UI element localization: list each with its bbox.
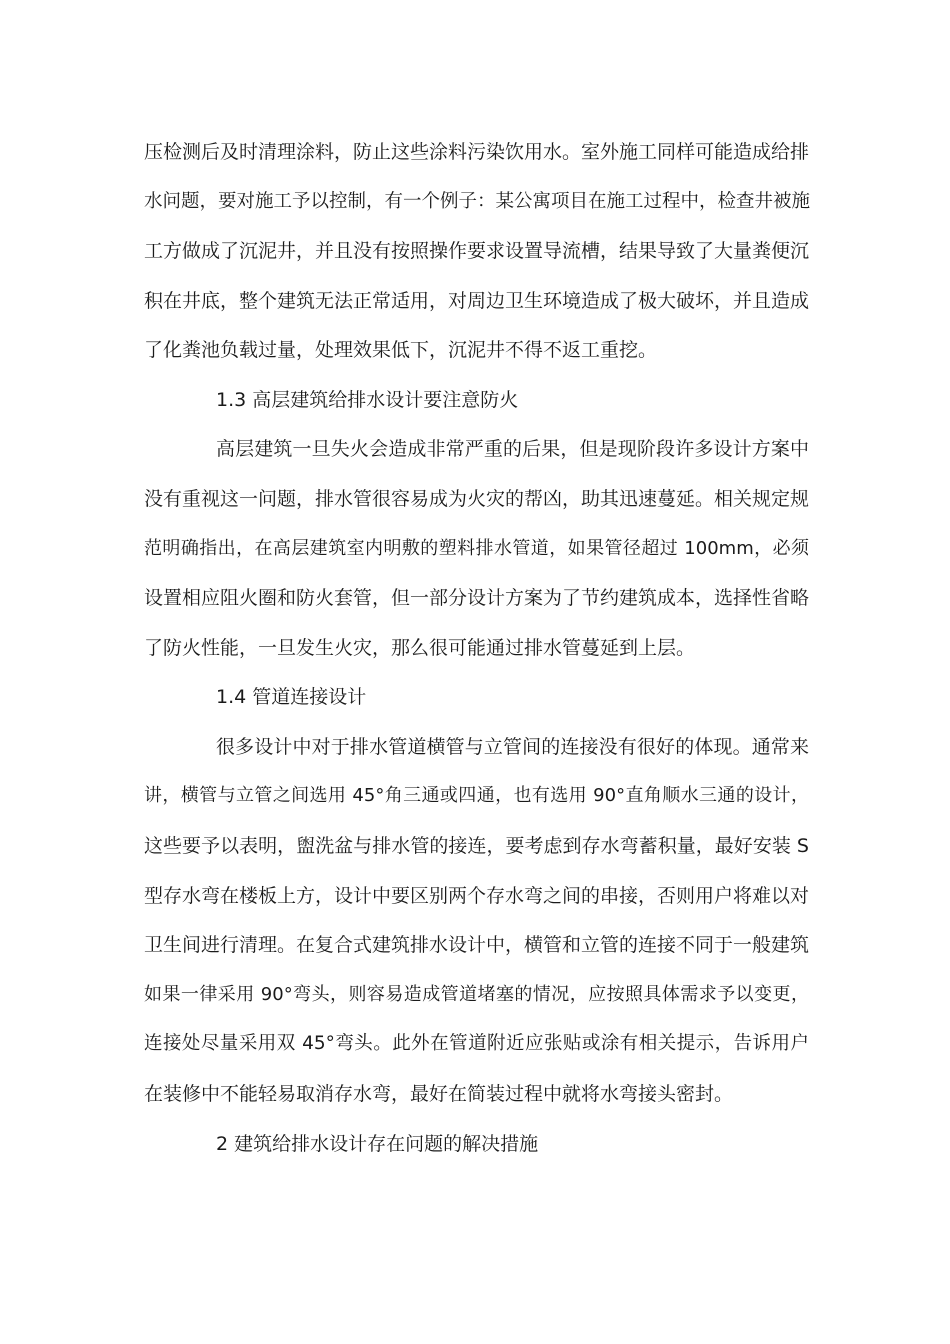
text-line: 压检测后及时清理涂料，防止这些涂料污染饮用水。室外施工同样可能造成给排 (144, 141, 810, 163)
section-heading: 1.4 管道连接设计 (216, 686, 367, 708)
text-line: 很多设计中对于排水管道横管与立管间的连接没有很好的体现。通常来 (216, 736, 809, 758)
text-line: 积在井底，整个建筑无法正常适用，对周边卫生环境造成了极大破坏，并且造成 (144, 290, 810, 312)
text-line: 了化粪池负载过量，处理效果低下，沉泥井不得不返工重挖。 (144, 339, 658, 361)
text-line: 高层建筑一旦失火会造成非常严重的后果，但是现阶段许多设计方案中 (216, 438, 809, 460)
text-line: 讲，横管与立管之间选用 45°角三通或四通，也有选用 90°直角顺水三通的设计， (144, 785, 809, 806)
section-heading: 1.3 高层建筑给排水设计要注意防火 (216, 389, 519, 411)
text-line: 没有重视这一问题，排水管很容易成为火灾的帮凶，助其迅速蔓延。相关规定规 (144, 488, 810, 510)
text-line: 范明确指出，在高层建筑室内明敷的塑料排水管道，如果管径超过 100mm，必须 (144, 538, 809, 559)
text-line: 了防火性能，一旦发生火灾，那么很可能通过排水管蔓延到上层。 (144, 637, 696, 659)
text-line: 如果一律采用 90°弯头，则容易造成管道堵塞的情况，应按照具体需求予以变更， (144, 984, 809, 1005)
text-line: 在装修中不能轻易取消存水弯，最好在简装过程中就将水弯接头密封。 (144, 1083, 734, 1105)
text-line: 卫生间进行清理。在复合式建筑排水设计中，横管和立管的连接不同于一般建筑 (144, 934, 810, 956)
text-line: 连接处尽量采用双 45°弯头。此外在管道附近应张贴或涂有相关提示，告诉用户 (144, 1033, 809, 1054)
section-heading: 2 建筑给排水设计存在问题的解决措施 (216, 1133, 539, 1155)
text-line: 工方做成了沉泥井，并且没有按照操作要求设置导流槽，结果导致了大量粪便沉 (144, 240, 810, 262)
text-line: 这些要予以表明，盥洗盆与排水管的接连，要考虑到存水弯蓄积量，最好安装 S (144, 835, 809, 857)
text-line: 水问题，要对施工予以控制，有一个例子：某公寓项目在施工过程中，检查井被施 (144, 191, 811, 212)
text-line: 设置相应阻火圈和防火套管，但一部分设计方案为了节约建筑成本，选择性省略 (144, 587, 810, 609)
text-line: 型存水弯在楼板上方，设计中要区别两个存水弯之间的串接，否则用户将难以对 (144, 885, 810, 907)
